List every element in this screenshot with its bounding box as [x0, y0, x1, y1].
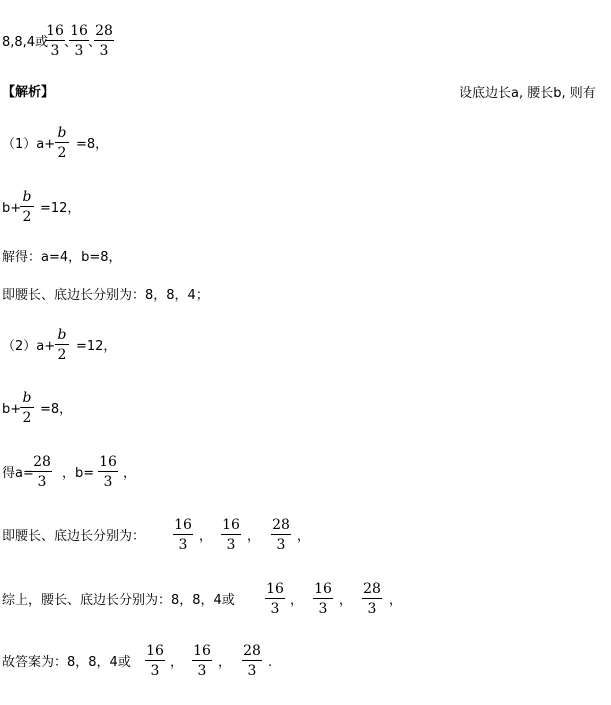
final-end: .	[268, 655, 273, 670]
separator: 、	[64, 35, 78, 50]
denominator: 3	[270, 601, 280, 617]
denominator: 3	[318, 601, 328, 617]
denominator: 3	[99, 43, 109, 59]
case2-solve-end: ，	[123, 466, 137, 481]
answer-fraction-1	[45, 24, 65, 58]
answer-fraction-3	[94, 24, 114, 58]
denominator: 3	[367, 601, 377, 617]
case2-solve-a: 得a=	[2, 466, 34, 481]
case2-eq1-suffix: =12，	[76, 339, 117, 354]
numerator: 16	[266, 581, 284, 597]
numerator: b	[57, 125, 67, 141]
numerator: 16	[99, 454, 117, 470]
final-fraction-1	[145, 644, 165, 678]
numerator: 16	[70, 23, 88, 39]
numerator: 28	[272, 517, 290, 533]
case2-result-fraction-1	[173, 518, 193, 552]
comma: ，	[247, 529, 261, 544]
numerator: 16	[193, 643, 211, 659]
case2-eq1-fraction	[55, 328, 69, 362]
comma: ，	[290, 593, 304, 608]
numerator: 16	[46, 23, 64, 39]
case2-result-prefix: 即腰长、底边长分别为：	[2, 529, 146, 544]
case1-eq2-fraction	[20, 190, 34, 224]
case1-eq1-fraction	[55, 126, 69, 160]
final-fraction-3	[242, 644, 262, 678]
analysis-intro: 设底边长a, 腰长b, 则有	[459, 86, 596, 101]
answer-fraction-2	[69, 24, 89, 58]
case1-eq2-prefix: b+	[2, 201, 22, 216]
denominator: 3	[226, 537, 236, 553]
denominator: 3	[197, 663, 207, 679]
case2-solve-b: ，b=	[62, 466, 95, 481]
summary-fraction-2	[313, 582, 333, 616]
numerator: 16	[314, 581, 332, 597]
case1-eq2-suffix: =12，	[40, 201, 81, 216]
comma: ，	[339, 593, 353, 608]
denominator: 3	[74, 43, 84, 59]
comma: ，	[218, 655, 232, 670]
analysis-heading: 【解析】	[2, 85, 55, 100]
case2-eq1-prefix: （2）a+	[2, 339, 56, 354]
case1-solve: 解得：a=4，b=8，	[2, 250, 122, 265]
numerator: b	[22, 189, 32, 205]
comma: ，	[170, 655, 184, 670]
case1-eq1-prefix: （1）a+	[2, 137, 56, 152]
denominator: 3	[276, 537, 286, 553]
numerator: 28	[95, 23, 113, 39]
denominator: 3	[247, 663, 257, 679]
summary-fraction-1	[265, 582, 285, 616]
separator: 、	[88, 35, 102, 50]
case2-eq2-prefix: b+	[2, 402, 22, 417]
comma: ，	[297, 529, 311, 544]
denominator: 3	[37, 474, 47, 490]
denominator: 3	[150, 663, 160, 679]
denominator: 3	[103, 474, 113, 490]
denominator: 2	[22, 209, 32, 225]
numerator: b	[22, 390, 32, 406]
denominator: 3	[178, 537, 188, 553]
denominator: 2	[22, 410, 32, 426]
denominator: 3	[50, 43, 60, 59]
comma: ，	[199, 529, 213, 544]
case2-b-fraction	[98, 455, 118, 489]
case1-eq1-suffix: =8，	[76, 137, 109, 152]
answer-prefix: 8,8,4或	[2, 35, 49, 50]
case2-eq2-fraction	[20, 391, 34, 425]
denominator: 2	[57, 347, 67, 363]
summary-prefix: 综上，腰长、底边长分别为：8，8，4或	[2, 593, 235, 608]
case2-eq2-suffix: =8，	[40, 402, 73, 417]
numerator: 16	[222, 517, 240, 533]
comma: ，	[389, 593, 403, 608]
numerator: 16	[146, 643, 164, 659]
summary-fraction-3	[362, 582, 382, 616]
denominator: 2	[57, 145, 67, 161]
case2-result-fraction-2	[221, 518, 241, 552]
case1-result: 即腰长、底边长分别为：8，8，4；	[2, 288, 209, 303]
numerator: 28	[33, 454, 51, 470]
final-fraction-2	[192, 644, 212, 678]
numerator: 28	[363, 581, 381, 597]
case2-result-fraction-3	[271, 518, 291, 552]
numerator: 28	[243, 643, 261, 659]
numerator: 16	[174, 517, 192, 533]
numerator: b	[57, 327, 67, 343]
final-prefix: 故答案为：8，8，4或	[2, 655, 131, 670]
case2-a-fraction	[32, 455, 52, 489]
